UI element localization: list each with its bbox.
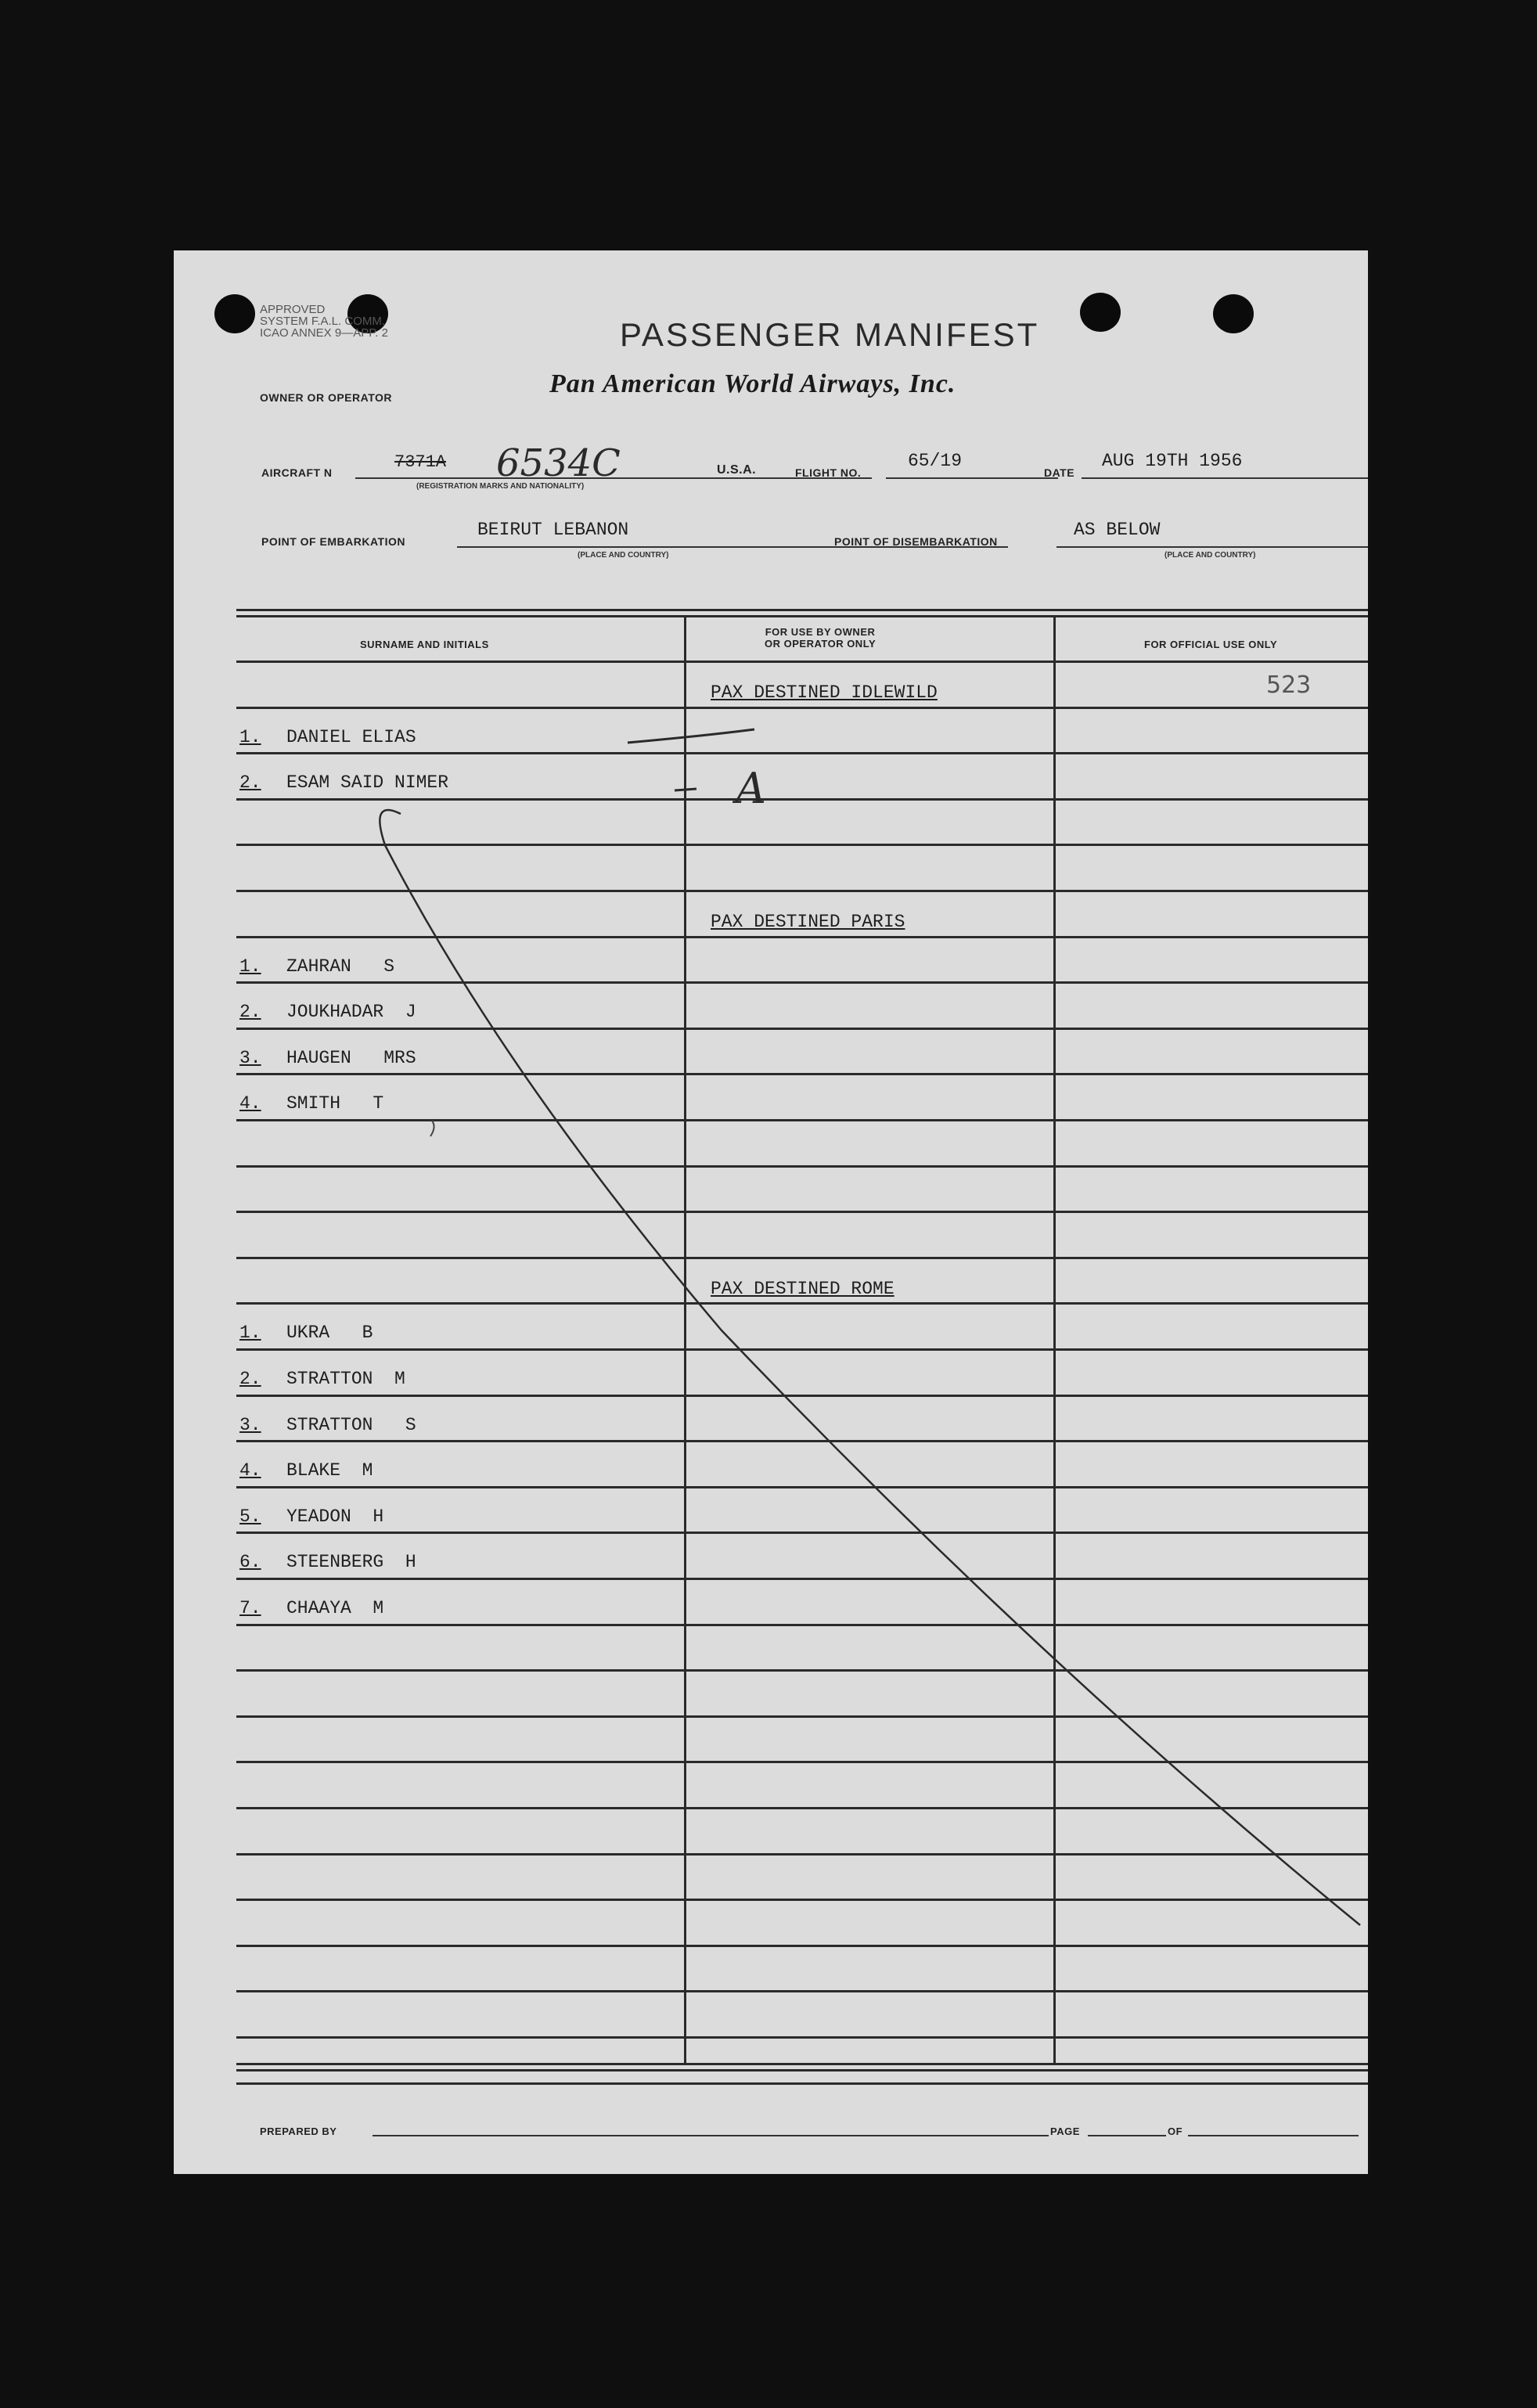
- passenger-name: HAUGEN MRS: [286, 1048, 416, 1068]
- ruled-line: [236, 1348, 1368, 1351]
- disembark-label: POINT OF DISEMBARKATION: [834, 535, 998, 548]
- passenger-number: 2.: [239, 1369, 261, 1389]
- column-divider: [1053, 615, 1056, 2063]
- passenger-entry: [239, 772, 448, 793]
- flight-label: FLIGHT NO.: [795, 466, 862, 479]
- passenger-entry: [239, 1369, 405, 1389]
- official-number: 523: [1266, 671, 1312, 699]
- ruled-line: [236, 1578, 1368, 1580]
- destination-heading: PAX DESTINED PARIS: [711, 912, 905, 932]
- disembark-value: AS BELOW: [1074, 520, 1161, 540]
- column-divider: [684, 615, 686, 2063]
- passenger-entry: [239, 1048, 416, 1068]
- ruled-line: [236, 1119, 1368, 1121]
- owner-label: OWNER OR OPERATOR: [260, 391, 392, 404]
- passenger-number: 6.: [239, 1552, 261, 1572]
- passenger-name: UKRA B: [286, 1323, 373, 1343]
- approval-stamp: [260, 304, 388, 339]
- ruled-line: [236, 1945, 1368, 1947]
- approval-line: APPROVED: [260, 303, 326, 316]
- ruled-line: [236, 1669, 1368, 1672]
- passenger-name: DANIEL ELIAS: [286, 727, 416, 747]
- approval-line: SYSTEM F.A.L. COMM.: [260, 315, 386, 328]
- passenger-name: YEADON H: [286, 1506, 384, 1527]
- of-label: OF: [1168, 2125, 1183, 2137]
- ruled-line: [236, 1761, 1368, 1763]
- passenger-name: BLAKE M: [286, 1460, 373, 1481]
- ruled-line: [236, 936, 1368, 938]
- passenger-entry: [239, 727, 416, 747]
- punch-hole: [1080, 293, 1121, 332]
- passenger-number: 5.: [239, 1506, 261, 1527]
- passenger-name: STRATTON S: [286, 1415, 416, 1435]
- ruled-line: [236, 1990, 1368, 1992]
- owner-use-line: OR OPERATOR ONLY: [765, 638, 876, 650]
- ruled-line: [236, 660, 1368, 663]
- passenger-number: 3.: [239, 1048, 261, 1068]
- company-name: Pan American World Airways, Inc.: [549, 369, 956, 398]
- passenger-number: 1.: [239, 956, 261, 977]
- prepared-by-underline: [373, 2135, 1049, 2136]
- ruled-line: [236, 707, 1368, 709]
- pen-stroke: [628, 729, 754, 743]
- punch-hole: [214, 294, 255, 333]
- ruled-line: [236, 1395, 1368, 1397]
- punch-hole: [1213, 294, 1254, 333]
- disembark-underline: [1056, 546, 1368, 548]
- ruled-line: [236, 1715, 1368, 1718]
- passenger-number: 4.: [239, 1460, 261, 1481]
- ruled-line: [236, 1073, 1368, 1075]
- passenger-entry: [239, 1415, 416, 1435]
- prepared-by-label: PREPARED BY: [260, 2125, 337, 2137]
- passenger-entry: [239, 1093, 383, 1114]
- surname-header: SURNAME AND INITIALS: [360, 639, 489, 650]
- owner-use-line: FOR USE BY OWNER: [765, 626, 876, 638]
- manifest-sheet: [174, 250, 1368, 2174]
- ruled-line: [236, 1440, 1368, 1442]
- aircraft-number: 6534C: [496, 441, 621, 485]
- ruled-line: [236, 1853, 1368, 1855]
- table-top-rule: [236, 609, 1368, 611]
- ruled-line: [236, 844, 1368, 846]
- destination-heading: PAX DESTINED IDLEWILD: [711, 682, 938, 703]
- embark-value: BEIRUT LEBANON: [477, 520, 629, 540]
- ruled-line: [236, 752, 1368, 754]
- ruled-line: [236, 1899, 1368, 1901]
- passenger-number: 2.: [239, 772, 261, 793]
- table-bottom-rule: [236, 2069, 1368, 2071]
- passenger-name: STRATTON M: [286, 1369, 405, 1389]
- embark-label: POINT OF EMBARKATION: [261, 535, 405, 548]
- ruled-line: [236, 1211, 1368, 1213]
- passenger-entry: [239, 1598, 383, 1618]
- passenger-number: 7.: [239, 1598, 261, 1618]
- passenger-name: ZAHRAN S: [286, 956, 395, 977]
- owner-use-header: [765, 626, 876, 650]
- passenger-entry: [239, 1506, 383, 1527]
- ruled-line: [236, 1807, 1368, 1809]
- of-underline: [1188, 2135, 1359, 2136]
- ruled-line: [236, 2082, 1368, 2085]
- page-label: PAGE: [1050, 2125, 1080, 2137]
- ruled-line: [236, 1532, 1368, 1534]
- ruled-line: [236, 890, 1368, 892]
- aircraft-sublabel: (REGISTRATION MARKS AND NATIONALITY): [416, 482, 585, 491]
- passenger-name: SMITH T: [286, 1093, 384, 1114]
- page-underline: [1088, 2135, 1166, 2136]
- usa-label: U.S.A.: [717, 463, 757, 477]
- passenger-entry: [239, 1552, 416, 1572]
- form-title: PASSENGER MANIFEST: [620, 316, 1040, 353]
- disembark-sublabel: (PLACE AND COUNTRY): [1164, 551, 1256, 560]
- ruled-line: [236, 2036, 1368, 2039]
- flight-number: 65/19: [908, 451, 963, 471]
- passenger-number: 3.: [239, 1415, 261, 1435]
- ruled-line: [236, 1165, 1368, 1168]
- table-bottom-rule: [236, 2063, 1368, 2065]
- passenger-number: 1.: [239, 727, 261, 747]
- ruled-line: [236, 1257, 1368, 1259]
- official-use-header: FOR OFFICIAL USE ONLY: [1144, 639, 1278, 650]
- passenger-entry: [239, 956, 394, 977]
- passenger-number: 4.: [239, 1093, 261, 1114]
- date-underline: [1082, 477, 1368, 479]
- passenger-entry: [239, 1460, 373, 1481]
- flight-underline: [886, 477, 1058, 479]
- date-label: DATE: [1044, 466, 1075, 479]
- passenger-name: JOUKHADAR J: [286, 1002, 416, 1022]
- passenger-name: STEENBERG H: [286, 1552, 416, 1572]
- table-top-rule: [236, 615, 1368, 617]
- pen-stroke: [430, 1121, 434, 1136]
- passenger-name: CHAAYA M: [286, 1598, 384, 1618]
- passenger-number: 2.: [239, 1002, 261, 1022]
- ruled-line: [236, 1486, 1368, 1488]
- destination-heading: PAX DESTINED ROME: [711, 1279, 894, 1299]
- ruled-line: [236, 798, 1368, 801]
- ruled-line: [236, 1028, 1368, 1030]
- passenger-number: 1.: [239, 1323, 261, 1343]
- aircraft-label: AIRCRAFT N: [261, 466, 333, 479]
- passenger-entry: [239, 1002, 416, 1022]
- ruled-line: [236, 1624, 1368, 1626]
- date-value: AUG 19TH 1956: [1102, 451, 1243, 471]
- approval-line: ICAO ANNEX 9—APP. 2: [260, 326, 388, 340]
- passenger-name: ESAM SAID NIMER: [286, 772, 449, 793]
- aircraft-struck: 7371A: [394, 452, 447, 472]
- passenger-entry: [239, 1323, 373, 1343]
- embark-sublabel: (PLACE AND COUNTRY): [578, 551, 669, 560]
- ruled-line: [236, 981, 1368, 984]
- handwritten-mark: A: [736, 764, 766, 813]
- ruled-line: [236, 1302, 1368, 1305]
- diagonal-cancel-line: [380, 810, 1360, 1925]
